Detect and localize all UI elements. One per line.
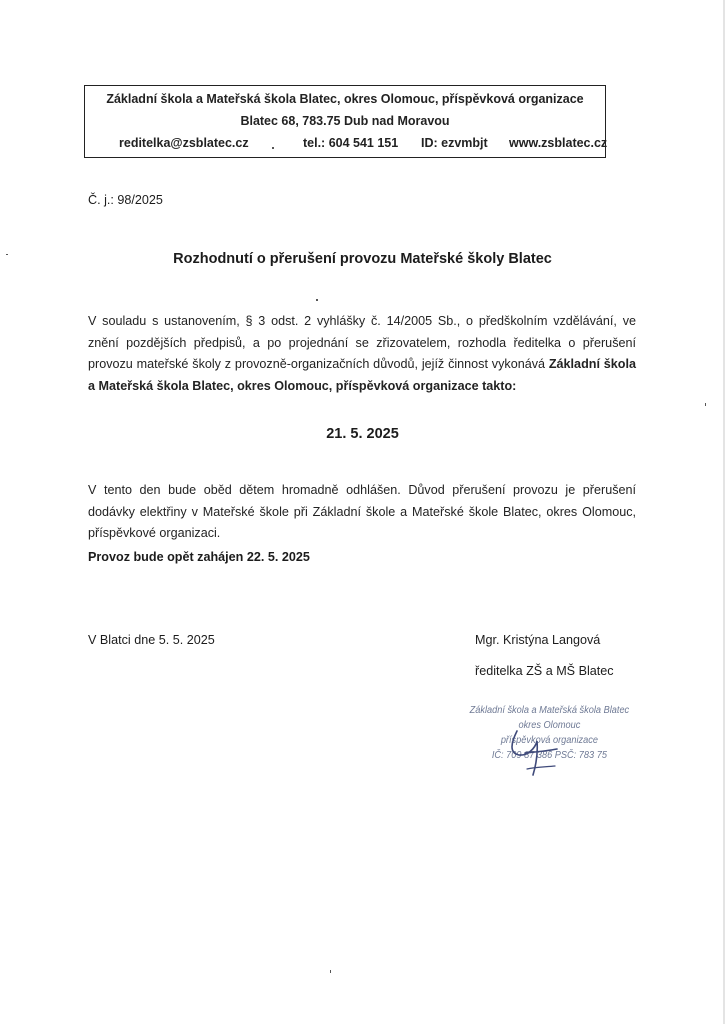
- stamp-line-1: Základní škola a Mateřská škola Blatec: [469, 705, 630, 716]
- scan-speck: [316, 299, 318, 301]
- scan-speck: [272, 147, 274, 149]
- signatory-role: ředitelka ZŠ a MŠ Blatec: [475, 664, 614, 678]
- letterhead-address: Blatec 68, 783.75 Dub nad Moravou: [240, 114, 450, 128]
- intro-text: V souladu s ustanovením, § 3 odst. 2 vyhlášky č. 14/2005 Sb., o předškolním vzdělávání, ve znění pozdějších předpisů, a po projednání se zřizovatelem, rozhodla ředitelka o přerušení provozu mateřské školy z provozně-organizačních důvodů, jejíž činnost vykonává: [88, 314, 636, 371]
- stamp-line-2: okres Olomouc: [518, 720, 581, 731]
- letterhead: [84, 85, 606, 158]
- reference-number: Č. j.: 98/2025: [88, 193, 163, 207]
- letterhead-org-name: Základní škola a Mateřská škola Blatec, okres Olomouc, příspěvková organizace: [106, 92, 584, 106]
- scan-speck: [705, 403, 706, 406]
- scan-speck: [330, 970, 331, 973]
- body-paragraph: V tento den bude oběd dětem hromadně odhlášen. Důvod přerušení provozu je přerušení dodávky elektřiny v Mateřské škole při Základní škole a Mateřské škole Blatec, okres Olomouc, příspěvkové organizaci.: [88, 483, 636, 540]
- stamp-line-4: IČ: 709 87 386 PSČ: 783 75: [491, 750, 607, 761]
- resume-notice: Provoz bude opět zahájen 22. 5. 2025: [88, 550, 310, 564]
- letterhead-data-box: ID: ezvmbjt: [421, 136, 488, 150]
- letterhead-web: www.zsblatec.cz: [509, 136, 608, 150]
- place-and-date: V Blatci dne 5. 5. 2025: [88, 633, 215, 647]
- stamp-line-3: příspěvková organizace: [500, 735, 598, 746]
- letterhead-phone: tel.: 604 541 151: [303, 136, 399, 150]
- intro-bold-text: Základní škola a Mateřská škola Blatec, okres Olomouc, příspěvková organizace takto:: [88, 357, 636, 393]
- letterhead-email: reditelka@zsblatec.cz: [119, 136, 249, 150]
- closure-date: 21. 5. 2025: [326, 426, 399, 442]
- document-title: Rozhodnutí o přerušení provozu Mateřské školy Blatec: [173, 251, 552, 267]
- signatory-name: Mgr. Kristýna Langová: [475, 633, 601, 647]
- scan-speck: [6, 254, 8, 255]
- handwritten-signature: [505, 723, 575, 781]
- intro-paragraph: [88, 311, 636, 397]
